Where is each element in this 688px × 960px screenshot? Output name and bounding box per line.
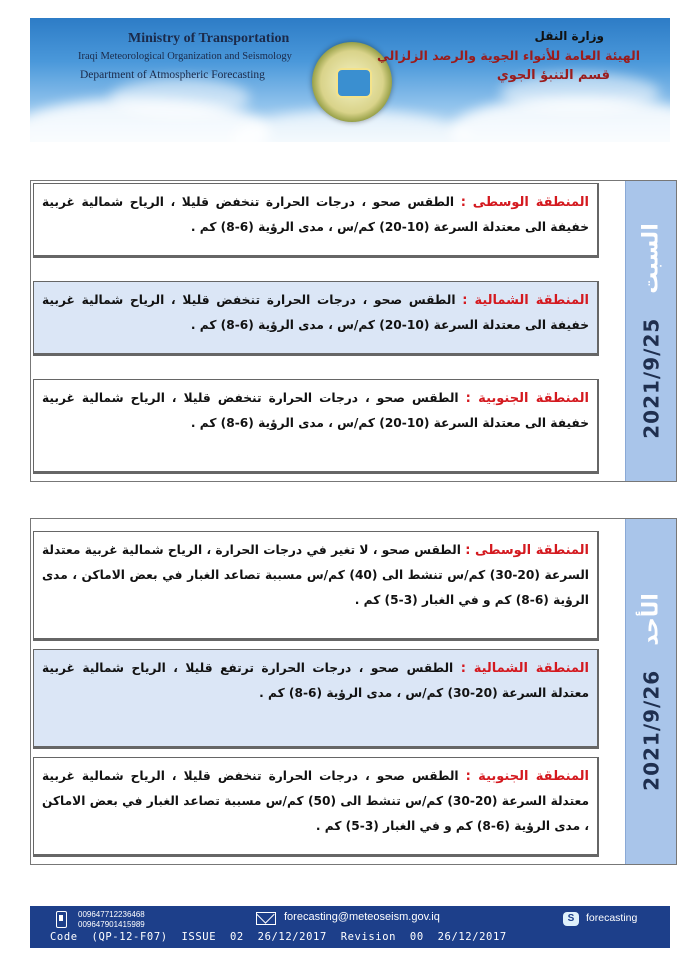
cloud-decoration (110, 78, 250, 118)
footer-bar (30, 906, 670, 948)
ministry-name-en: Ministry of Transportation (128, 31, 290, 46)
phone-number-2: 009647901415989 (78, 920, 145, 929)
forecast-text: الطقس صحو ، درجات الحرارة تنخفض قليلا ، الرياح شمالية غربية خفيفة الى معتدلة السرعة (10-20) كم/س ، مدى الرؤية (6-8) كم . (42, 391, 589, 430)
email-link[interactable]: forecasting@meteoseism.gov.iq (284, 911, 440, 923)
department-name-en: Department of Atmospheric Forecasting (80, 69, 265, 81)
skype-handle[interactable]: forecasting (586, 912, 638, 924)
phone-numbers (78, 910, 145, 930)
region-label: المنطقة الشمالية : (460, 661, 589, 676)
document-code: Code (QP-12-F07) ISSUE 02 26/12/2017 Revision 00 26/12/2017 (50, 931, 507, 943)
forecast-box-central (33, 183, 599, 258)
envelope-icon (256, 912, 276, 925)
forecast-box-north (33, 281, 599, 356)
phone-icon (56, 911, 67, 928)
forecast-text: الطقس صحو ، درجات الحرارة تنخفض قليلا ، الرياح شمالية غربية خفيفة الى معتدلة السرعة (10-20) كم/س ، مدى الرؤية (6-8) كم . (42, 293, 589, 332)
day-name: السبت (638, 223, 664, 294)
ministry-name-ar: وزارة النقل (534, 29, 604, 43)
skype-icon: S (563, 912, 579, 926)
phone-number-1: 009647712236468 (78, 910, 145, 919)
forecast-text: الطقس صحو ، لا تغير في درجات الحرارة ، الرياح شمالية غربية معتدلة السرعة (20-30) كم/س تنشط الى (40) كم/س مسببة تصاعد الغبار في بعض الاماكن ، مدى الرؤية (6-8) كم و في الغبار (3-5) كم . (42, 543, 589, 607)
english-header (78, 30, 292, 84)
region-label: المنطقة الوسطى : (465, 543, 589, 558)
forecast-text: الطقس صحو ، درجات الحرارة ترتفع قليلا ، الرياح شمالية غربية معتدلة السرعة (20-30) كم/س ، مدى الرؤية (6-8) كم . (42, 661, 589, 700)
day-name: الأحد (638, 592, 664, 646)
organization-name-ar: الهيئة العامة للأنواء الجوية والرصد الزلزالي (377, 48, 640, 63)
region-label: المنطقة الشمالية : (462, 293, 589, 308)
day-forecast-group (30, 518, 677, 865)
region-label: المنطقة الجنوبية : (465, 769, 590, 784)
forecast-box-south (33, 757, 599, 857)
day-label (639, 223, 664, 439)
forecast-text: الطقس صحو ، درجات الحرارة تنخفض قليلا ، الرياح شمالية غربية معتدلة السرعة (20-30) كم/س تنشط الى (50) كم/س مسببة تصاعد الغبار في بعض الاماكن ، مدى الرؤية (6-8) كم و في الغبار (3-5) كم . (42, 769, 589, 833)
department-name-ar: قسم التنبؤ الجوي (496, 68, 610, 83)
day-forecast-group (30, 180, 677, 482)
day-side-panel (625, 519, 676, 864)
day-label (639, 593, 664, 791)
region-label: المنطقة الجنوبية : (465, 391, 590, 406)
organization-name-en: Iraqi Meteorological Organization and Seismology (78, 51, 292, 62)
region-label: المنطقة الوسطى : (460, 195, 590, 210)
forecast-box-central (33, 531, 599, 641)
logo-emblem (336, 68, 372, 98)
day-date: 2021/9/25 (639, 317, 663, 439)
forecast-text: الطقس صحو ، درجات الحرارة تنخفض قليلا ، الرياح شمالية غربية خفيفة الى معتدلة السرعة (10-20) كم/س ، مدى الرؤية (6-8) كم . (42, 195, 589, 234)
arabic-header (377, 26, 640, 86)
header-banner (30, 18, 670, 142)
forecast-box-south (33, 379, 599, 474)
day-date: 2021/9/26 (639, 669, 663, 791)
forecast-box-north (33, 649, 599, 749)
day-side-panel (625, 181, 676, 481)
